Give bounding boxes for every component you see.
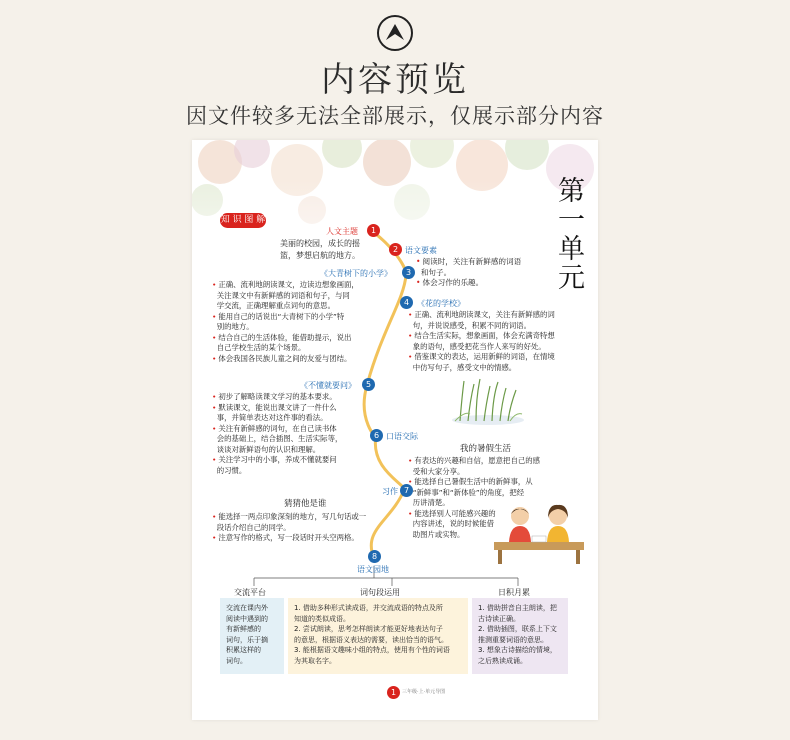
node-5: 5 xyxy=(362,378,375,391)
branch-daily-label: 日积月累 xyxy=(498,588,530,597)
box-daily: 1. 借助拼音自主朗读，把 古诗读正确。 2. 借助插图，联系上下文 推测重要词语的意思。 3. 想象古诗描绘的情境， 之后熟读成诵。 xyxy=(472,598,568,674)
box-exchange: 交流在课内外 阅读中遇到的 有新鲜感的 词句，乐于摘 积累这样的 词句。 xyxy=(220,598,284,674)
up-arrow-circle-icon xyxy=(376,14,414,52)
document-preview xyxy=(192,140,598,720)
page-footer: 三年级·上·单元导图 xyxy=(402,689,446,695)
page-subtitle: 因文件较多无法全部展示，仅展示部分内容 xyxy=(186,104,604,128)
page-number: 1 xyxy=(387,686,400,699)
node-4: 4 xyxy=(400,296,413,309)
lesson3-text: • 初步了解略读课文学习的基本要求。 • 默读课文，能说出课文讲了一件什么 事，并简单表达对这件事的看法。 • 关注有新鲜感的词句，在自己读书体 会的基础上，结合插图、生活实际等， 谈谈对新鲜语句的认识和理解。 • 关注学习中的小事，养成不懂就要问 的习惯。 xyxy=(212,392,343,475)
node-2: 2 xyxy=(389,243,402,256)
element-text: • 阅读时，关注有新鲜感的词语 和句子。 • 体会习作的乐趣。 xyxy=(416,257,522,287)
node-8-label: 语文园地 xyxy=(357,565,389,574)
grass-illustration xyxy=(450,376,526,426)
node-8: 8 xyxy=(368,550,381,563)
knowledge-map-tag: 知 识 图 解 xyxy=(220,213,266,228)
lesson2-text: • 正确、流利地朗读课文，关注有新鲜感的词 句，并说说感受，积累不同的词语。 • 结合生活实际，想象画面，体会充满奇特想 象的语句，感受把花当作人来写的好处。 • 借鉴课文的表达，运用新鲜的词语，在情境 中仿写句子，感受文中的情感。 xyxy=(408,310,555,372)
writing-title: 猜猜他是谁 xyxy=(284,499,327,509)
node-3: 3 xyxy=(402,266,415,279)
branch-phrases-label: 词句段运用 xyxy=(360,588,400,597)
oral-title: 我的暑假生活 xyxy=(460,444,512,454)
branch-exchange-label: 交流平台 xyxy=(234,588,266,597)
unit-title: 第一单元 xyxy=(553,176,584,292)
node-1-label: 人文主题 xyxy=(326,227,358,236)
node-5-label: 《不懂就要问》 xyxy=(300,381,356,390)
node-1: 1 xyxy=(367,224,380,237)
oral-text: • 有表达的兴趣和自信，愿意把自己的感 受和大家分享。 • 能选择自己暑假生活中的新鲜事，从 “新鲜事”和“新体验”的角度，把经 历讲清楚。 • 能选择别人可能感兴趣的 内容讲述，说的时候能借 助图片或实物。 xyxy=(408,456,541,539)
node-3-label: 《大青树下的小学》 xyxy=(320,269,392,278)
box-phrases: 1. 借助多种形式读成语，并交流成语的特点及所 知道的类似成语。 2. 尝试朗读，思考怎样朗读才能更好地表达句子 的意思，根据语义表达的需要，读出恰当的语气。 3. 能根据语文趣味小组的特点，使用有个性的词语 为其取名字。 xyxy=(288,598,468,674)
node-4-label: 《花的学校》 xyxy=(417,299,465,308)
node-6: 6 xyxy=(370,429,383,442)
node-7-label: 习作 xyxy=(382,487,398,496)
node-2-label: 语文要素 xyxy=(405,246,437,255)
writing-text: • 能选择一两点印象深刻的地方，写几句话或一 段话介绍自己的同学。 • 注意写作的格式，写一段话时开头空两格。 xyxy=(212,512,367,542)
lesson1-text: • 正确、流利地朗读课文，边读边想象画面， 关注课文中有新鲜感的词语和句子，与同 学交流，正确理解重点词句的意思。 • 能用自己的话说出“大青树下的小学”特 别的地方。 • 结合自己的生活体验，能借助提示，说出 自己学校生活的某个场景。 • 体会我国各民族儿童之间的友爱与团结。 xyxy=(212,280,359,363)
node-6-label: 口语交际 xyxy=(386,432,418,441)
page-title: 内容预览 xyxy=(321,60,469,100)
students-illustration xyxy=(492,500,587,565)
node-7: 7 xyxy=(400,484,413,497)
theme-text: 美丽的校园，成长的摇 篮，梦想启航的地方。 xyxy=(280,239,360,260)
